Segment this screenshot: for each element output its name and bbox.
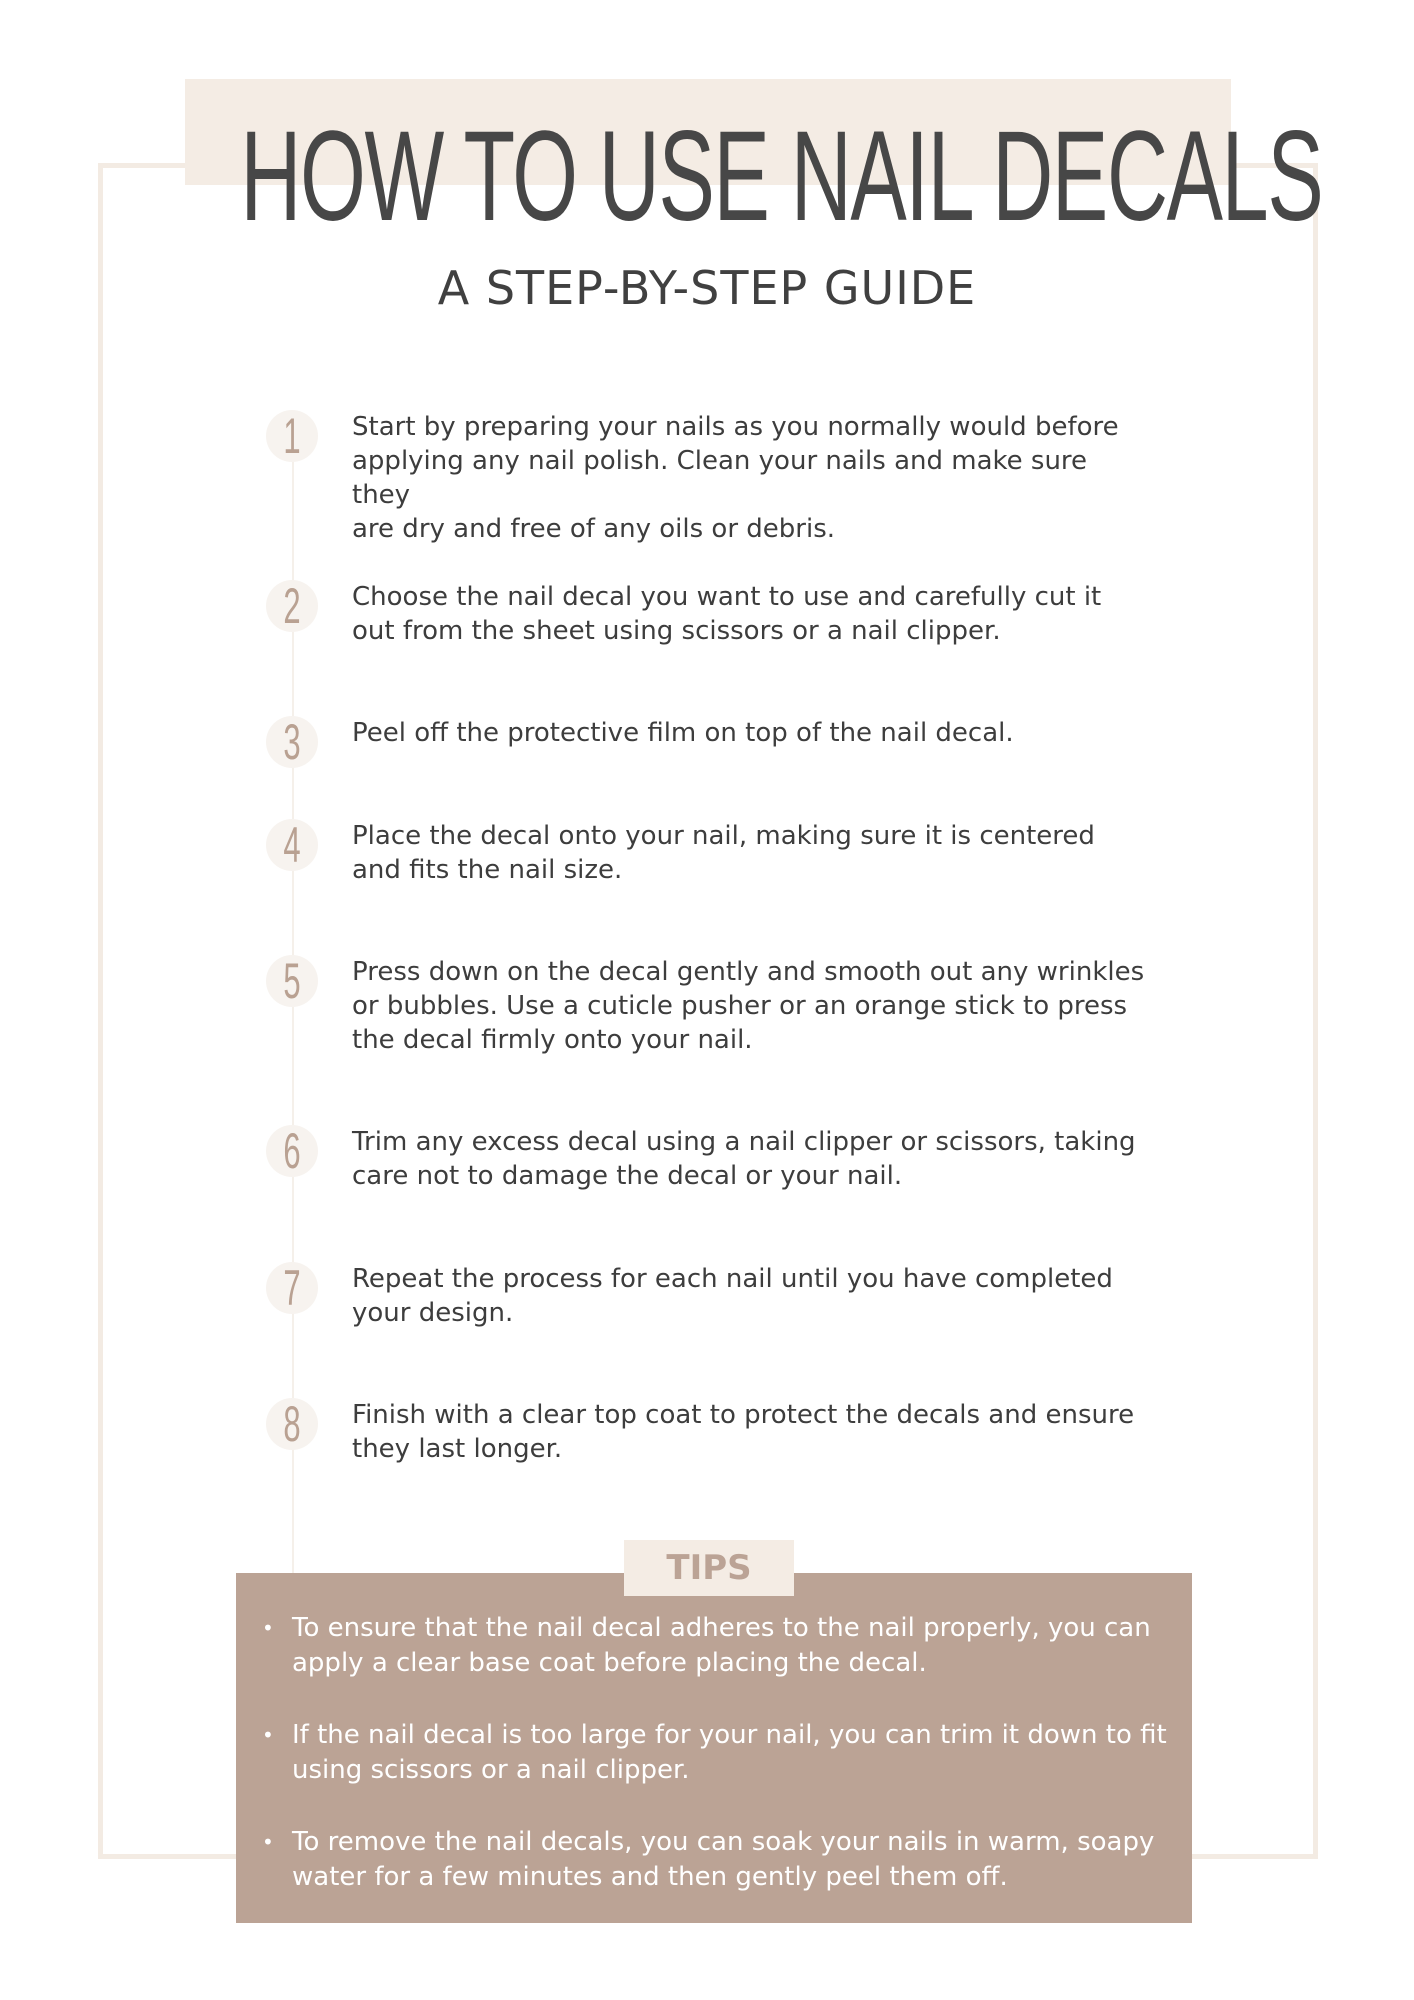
step-text: Finish with a clear top coat to protect the decals and ensure they last longer. [352,1400,1135,1464]
tip-text: If the nail decal is too large for your nail, you can trim it down to fit using scissors or a nail clipper. [292,1720,1167,1785]
step-text: Peel off the protective film on top of the nail decal. [352,718,1014,748]
step-number: 1 [283,408,301,464]
step-text: Press down on the decal gently and smooth out any wrinkles or bubbles. Use a cuticle pusher or an orange stick to press the decal firmly onto your nail. [352,957,1145,1055]
step-number: 7 [283,1260,301,1316]
step-text: Start by preparing your nails as you normally would before applying any nail polish. Clean your nails and make sure they are dry and free of any oils or debris. [352,412,1119,544]
bullet-icon: • [262,1616,274,1640]
step-number: 3 [283,714,301,770]
step-number: 2 [283,578,301,634]
tip-text: To remove the nail decals, you can soak your nails in warm, soapy water for a few minutes and then gently peel them off. [292,1827,1155,1892]
step-number: 8 [283,1396,301,1452]
step-text: Repeat the process for each nail until you have completed your design. [352,1264,1113,1328]
step-number: 4 [283,817,301,873]
tip-text: To ensure that the nail decal adheres to the nail properly, you can apply a clear base coat before placing the decal. [292,1613,1151,1678]
page-title: HOW TO USE NAIL DECALS [240,105,1323,248]
step-number: 6 [283,1123,301,1179]
bullet-icon: • [262,1723,274,1747]
bullet-icon: • [262,1830,274,1854]
step-text: Choose the nail decal you want to use and carefully cut it out from the sheet using scissors or a nail clipper. [352,582,1102,646]
page-subtitle: A STEP-BY-STEP GUIDE [437,261,977,315]
step-number: 5 [283,953,301,1009]
tips-heading: TIPS [666,1548,752,1588]
step-text: Place the decal onto your nail, making sure it is centered and fits the nail size. [352,821,1095,885]
step-text: Trim any excess decal using a nail clipper or scissors, taking care not to damage the decal or your nail. [352,1127,1136,1191]
